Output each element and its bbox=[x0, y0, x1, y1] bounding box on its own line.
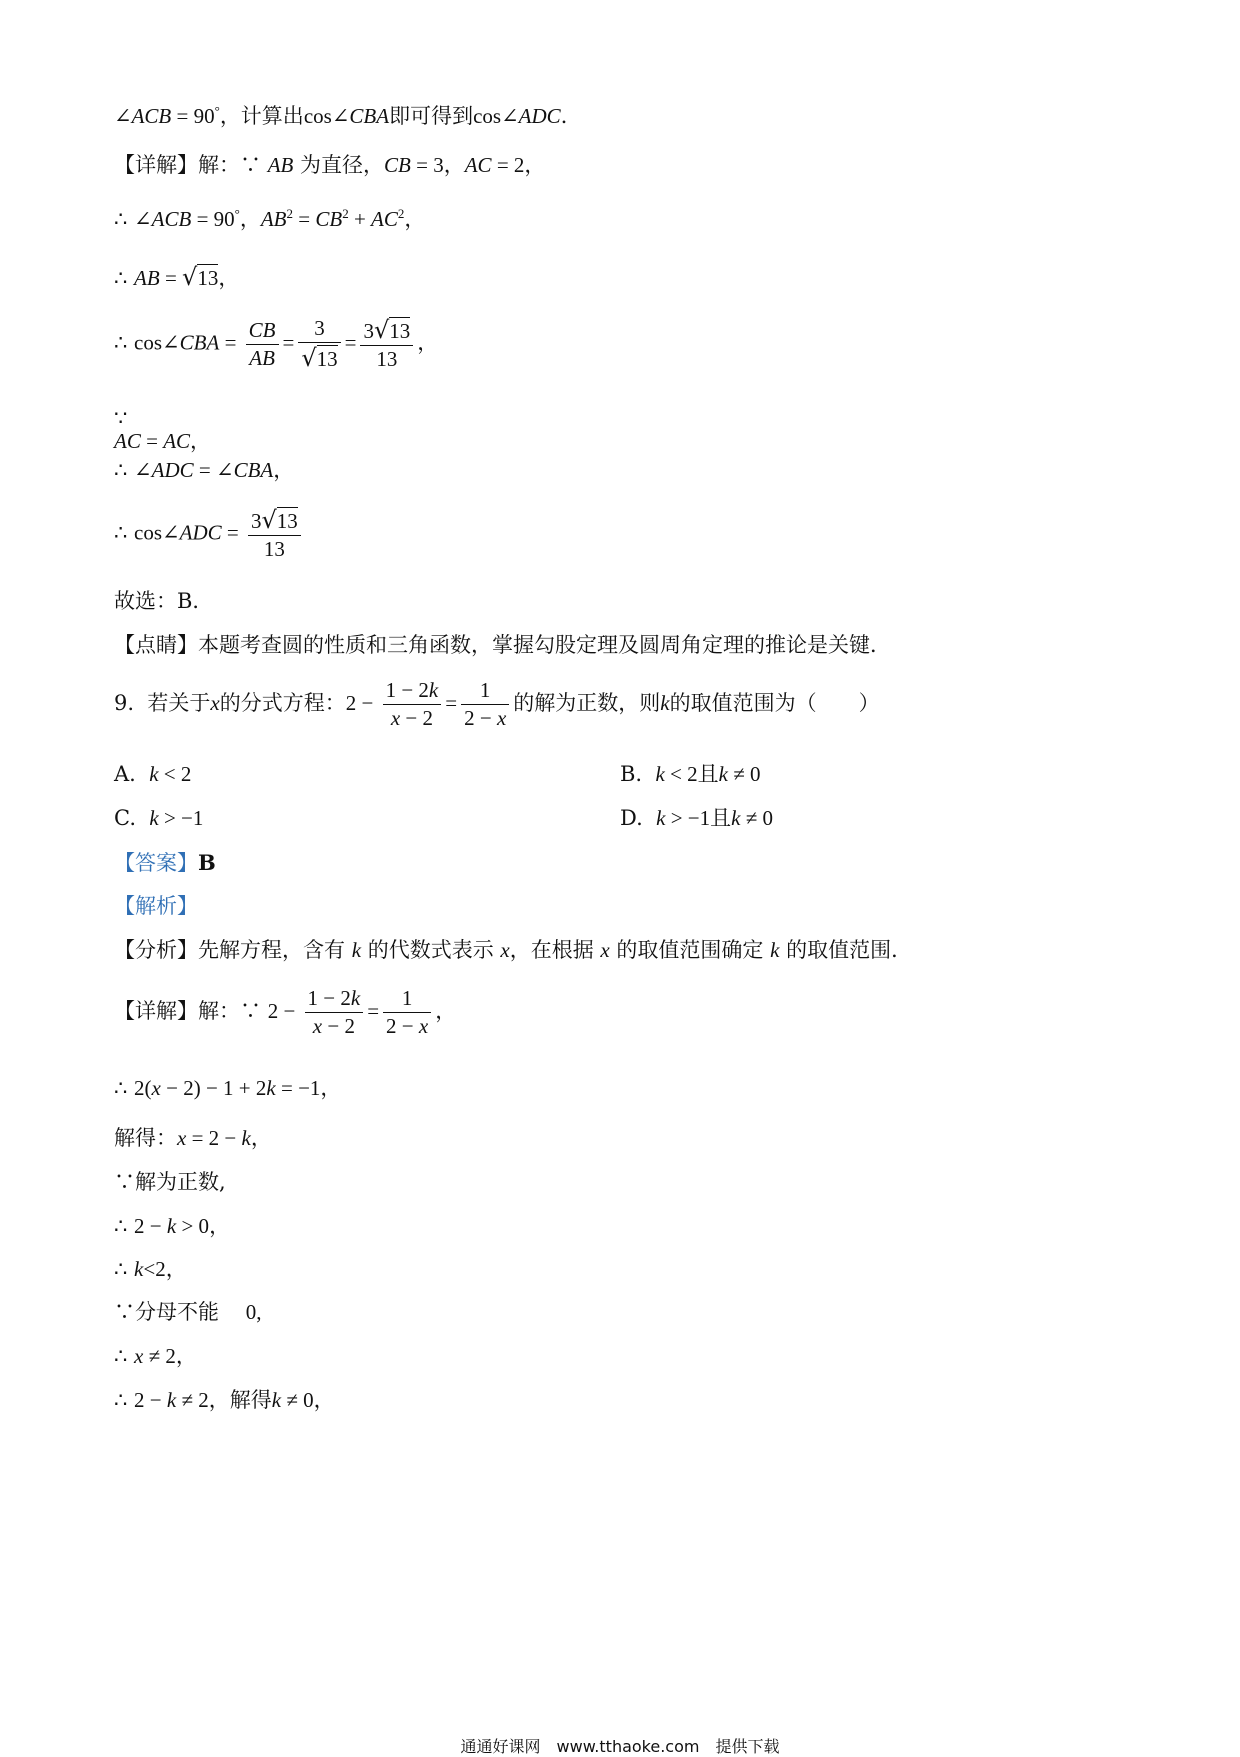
line-pythagoras: ∴ ∠ACB = 90°，$AB^2 = CB^2 + AC^2$， bbox=[114, 206, 426, 231]
line-step-2: 解得：x = 2 − k， bbox=[114, 1126, 272, 1150]
line-step-7: ∴ x ≠ 2， bbox=[114, 1344, 197, 1368]
line-angle-acb: ∠ACB = 90°，计算出cos∠CBA即可得到cos∠ADC． bbox=[114, 103, 582, 128]
line-step-4: ∴ 2 − k > 0， bbox=[114, 1214, 231, 1238]
option-c[interactable]: C. k > −1 bbox=[114, 806, 204, 830]
line-arc-equal: ∵ AC = AC， bbox=[114, 406, 212, 453]
line-step-5: ∴ k<2， bbox=[114, 1257, 187, 1281]
line-cos-adc: ∴ cos∠ADC = $\frac{3√13}{13}$ bbox=[114, 508, 305, 560]
option-a[interactable]: A. k < 2 bbox=[114, 762, 192, 786]
answer-line: 【答案】B bbox=[114, 850, 216, 875]
line-step-6: ∵分母不能 0, bbox=[114, 1300, 262, 1324]
analysis-tag: 【解析】 bbox=[114, 894, 198, 918]
line-fenxi: 【分析】先解方程，含有 k 的代数式表示 x，在根据 x 的取值范围确定 k 的取值范围． bbox=[114, 938, 913, 962]
page-footer: 通通好课网 www.tthaoke.com 提供下载 bbox=[460, 1737, 780, 1756]
line-step-8: ∴ 2 − k ≠ 2，解得k ≠ 0， bbox=[114, 1388, 335, 1412]
line-step-3: ∵解为正数, bbox=[114, 1170, 226, 1194]
line-choice: 故选：B． bbox=[114, 589, 214, 613]
sqrt-13: √13 bbox=[182, 263, 219, 291]
line-detail-1: 【详解】解：∵ AB 为直径，CB = 3，AC = 2， bbox=[114, 153, 546, 177]
line-step-1: ∴ 2(x − 2) − 1 + 2k = −1， bbox=[114, 1076, 342, 1100]
line-cos-cba: ∴ cos∠CBA = $\frac{CB}{AB}$ = $\frac{3}{√13}$ = $\frac{3√13}{13}$ ， bbox=[114, 316, 439, 372]
line-dianjing: 【点睛】本题考查圆的性质和三角函数，掌握勾股定理及圆周角定理的推论是关键． bbox=[114, 633, 891, 657]
question-9: 9. 若关于x的分式方程：2 − $\frac{1 - 2k}{x - 2}$ = $\frac{1}{2 - x}$ 的解为正数，则k的取值范围为（ ） bbox=[114, 678, 880, 730]
option-b[interactable]: B. k < 2且k ≠ 0 bbox=[620, 762, 761, 786]
option-d[interactable]: D. k > −1且k ≠ 0 bbox=[620, 806, 773, 830]
line-detail-2: 【详解】解：∵ 2 − $\frac{1 - 2k}{x - 2}$ = $\frac{1}{2 - x}$ ， bbox=[114, 986, 457, 1038]
line-ab-value: ∴ AB = √13， bbox=[114, 263, 240, 291]
line-angle-equal: ∴ ∠ADC = ∠CBA， bbox=[114, 458, 295, 482]
